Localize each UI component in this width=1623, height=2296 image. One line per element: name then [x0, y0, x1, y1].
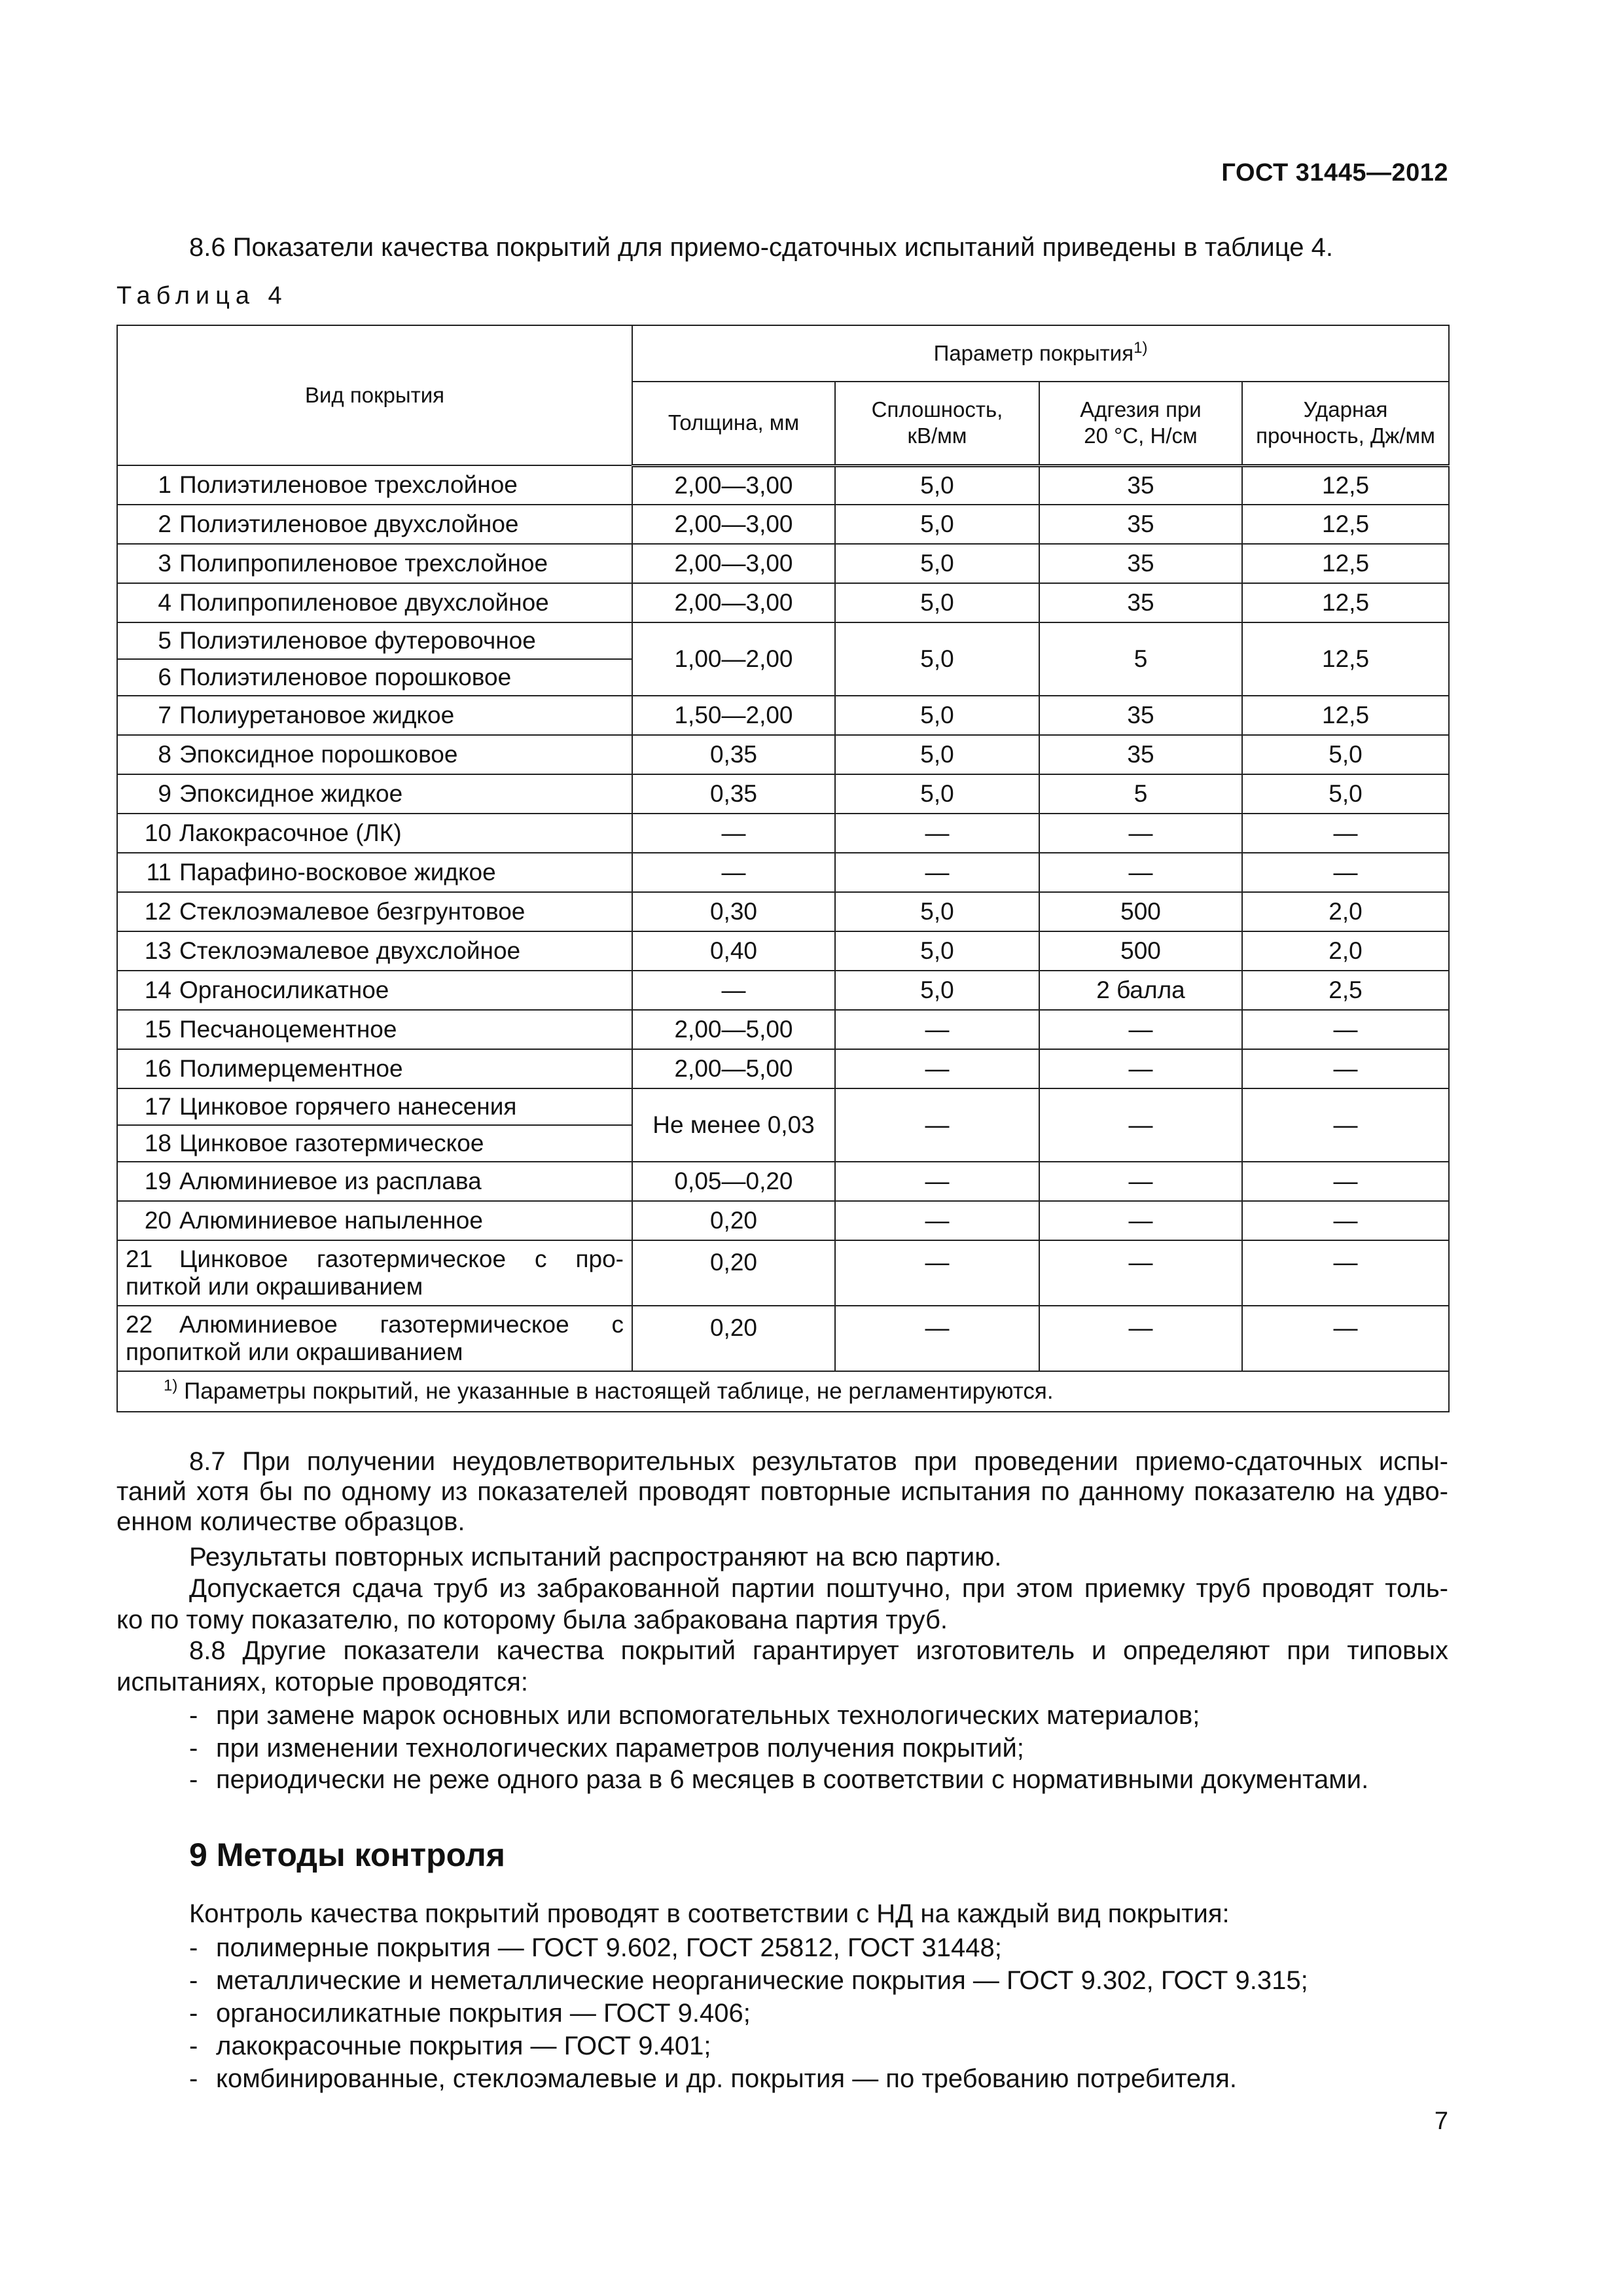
- cell-adhesion: —: [1039, 1306, 1242, 1371]
- cell-adhesion: 35: [1039, 735, 1242, 774]
- cell-continuity: 5,0: [835, 892, 1039, 931]
- row-name: 5 Полиэтиленовое футеровочное: [117, 622, 632, 659]
- cell-impact: 5,0: [1242, 774, 1449, 814]
- row-name: 1 Полиэтиленовое трехслойное: [117, 465, 632, 505]
- cell-impact: —: [1242, 1201, 1449, 1240]
- parameter-group-label: Параметр покрытия: [933, 341, 1134, 365]
- table-row: [117, 774, 1449, 814]
- table-row: [117, 1306, 1449, 1371]
- row-name: 12 Стеклоэмалевое безгрунтовое: [117, 892, 632, 931]
- cell-continuity: 5,0: [835, 696, 1039, 735]
- cell-thickness: 0,35: [632, 774, 835, 814]
- cell-adhesion: 2 балла: [1039, 971, 1242, 1010]
- cell-continuity: —: [835, 1240, 1039, 1306]
- cell-impact: 12,5: [1242, 505, 1449, 544]
- column-header-type: Вид покрытия: [117, 325, 632, 465]
- cell-impact: 12,5: [1242, 622, 1449, 696]
- list-item: - металлические и неметаллические неорганические покрытия — ГОСТ 9.302, ГОСТ 9.315;: [189, 1966, 1308, 1995]
- row-name: 6 Полиэтиленовое порошковое: [117, 659, 632, 696]
- cell-adhesion: —: [1039, 1010, 1242, 1049]
- cell-continuity: —: [835, 1088, 1039, 1162]
- cell-adhesion: 35: [1039, 465, 1242, 505]
- cell-thickness: 0,20: [632, 1306, 835, 1371]
- cell-adhesion: —: [1039, 1240, 1242, 1306]
- table-row: [117, 735, 1449, 774]
- section-title: 9 Методы контроля: [189, 1837, 505, 1873]
- row-name: 17 Цинковое горячего нанесения: [117, 1088, 632, 1125]
- cell-thickness: 0,20: [632, 1201, 835, 1240]
- cell-impact: 2,0: [1242, 931, 1449, 971]
- table-footnote: $^{1)}$ Параметры покрытий, не указанные в настоящей таблице, не регламентируются.: [117, 1371, 1449, 1412]
- list-item: - периодически не реже одного раза в 6 месяцев в соответствии с нормативными документами.: [189, 1765, 1369, 1794]
- footnote-marker: 1): [1133, 339, 1148, 357]
- column-header-thickness: Толщина, мм: [632, 382, 835, 465]
- row-name: 9 Эпоксидное жидкое: [117, 774, 632, 814]
- row-name: 20 Алюминиевое напыленное: [117, 1201, 632, 1240]
- cell-thickness: —: [632, 853, 835, 892]
- cell-thickness: 0,40: [632, 931, 835, 971]
- cell-thickness: 1,50—2,00: [632, 696, 835, 735]
- cell-adhesion: —: [1039, 814, 1242, 853]
- cell-impact: —: [1242, 1162, 1449, 1201]
- table-caption: Таблица 4: [116, 282, 288, 310]
- cell-adhesion: 35: [1039, 583, 1242, 622]
- coating-parameters-table: [116, 325, 1450, 1412]
- cell-impact: —: [1242, 1306, 1449, 1371]
- table-row: [117, 696, 1449, 735]
- cell-adhesion: —: [1039, 1088, 1242, 1162]
- column-group-header-parameters: [632, 325, 1449, 382]
- section-9-intro: Контроль качества покрытий проводят в соответствии с НД на каждый вид покрытия:: [189, 1899, 1230, 1928]
- row-name: 10 Лакокрасочное (ЛК): [117, 814, 632, 853]
- table-row: [117, 1240, 1449, 1306]
- table-row: [117, 931, 1449, 971]
- cell-impact: 2,0: [1242, 892, 1449, 931]
- cell-continuity: 5,0: [835, 774, 1039, 814]
- cell-thickness: 2,00—5,00: [632, 1010, 835, 1049]
- cell-impact: 12,5: [1242, 465, 1449, 505]
- cell-adhesion: 500: [1039, 892, 1242, 931]
- cell-thickness: —: [632, 971, 835, 1010]
- list-item: - комбинированные, стеклоэмалевые и др. покрытия — по требованию потребителя.: [189, 2064, 1237, 2093]
- paragraph-8-7c-line2: ко по тому показателю, по которому была забракована партия труб.: [116, 1605, 948, 1634]
- paragraph-8-8-line1: 8.8 Другие показатели качества покрытий гарантирует изготовитель и определяют при типовых: [189, 1636, 1448, 1665]
- cell-continuity: —: [835, 1162, 1039, 1201]
- row-name: 14 Органосиликатное: [117, 971, 632, 1010]
- cell-continuity: 5,0: [835, 583, 1039, 622]
- cell-adhesion: 5: [1039, 774, 1242, 814]
- cell-continuity: —: [835, 1049, 1039, 1088]
- cell-continuity: 5,0: [835, 735, 1039, 774]
- cell-adhesion: 35: [1039, 544, 1242, 583]
- table-row: [117, 1201, 1449, 1240]
- list-item: - лакокрасочные покрытия — ГОСТ 9.401;: [189, 2032, 711, 2060]
- paragraph-8-7b: Результаты повторных испытаний распространяют на всю партию.: [189, 1543, 1002, 1571]
- cell-impact: —: [1242, 1240, 1449, 1306]
- table-row: [117, 814, 1449, 853]
- paragraph-8-7-line1: 8.7 При получении неудовлетворительных результатов при проведении приемо-сдаточных испы-: [189, 1447, 1448, 1476]
- table-row: [117, 1049, 1449, 1088]
- row-name: 11 Парафино-восковое жидкое: [117, 853, 632, 892]
- cell-thickness: —: [632, 814, 835, 853]
- cell-continuity: 5,0: [835, 622, 1039, 696]
- cell-impact: —: [1242, 1088, 1449, 1162]
- list-item: - при изменении технологических параметров получения покрытий;: [189, 1734, 1024, 1763]
- cell-adhesion: —: [1039, 853, 1242, 892]
- table-row: [117, 1162, 1449, 1201]
- row-name: 8 Эпоксидное порошковое: [117, 735, 632, 774]
- cell-adhesion: —: [1039, 1162, 1242, 1201]
- column-header-adhesion: Адгезия при 20 °С, Н/см: [1039, 382, 1242, 465]
- table-row: [117, 1088, 1449, 1125]
- row-name: 22 Алюминиевое газотермическое с пропиткой или окрашиванием: [117, 1306, 632, 1371]
- cell-thickness: 2,00—5,00: [632, 1049, 835, 1088]
- cell-impact: —: [1242, 853, 1449, 892]
- page-number: 7: [1434, 2108, 1448, 2135]
- cell-thickness: Не менее 0,03: [632, 1088, 835, 1162]
- cell-adhesion: —: [1039, 1201, 1242, 1240]
- table-row: [117, 583, 1449, 622]
- cell-impact: 5,0: [1242, 735, 1449, 774]
- cell-thickness: 2,00—3,00: [632, 544, 835, 583]
- document-header: ГОСТ 31445—2012: [1221, 159, 1448, 187]
- cell-adhesion: 5: [1039, 622, 1242, 696]
- cell-impact: —: [1242, 814, 1449, 853]
- column-header-continuity: Сплошность, кВ/мм: [835, 382, 1039, 465]
- paragraph-8-8-line2: испытаниях, которые проводятся:: [116, 1668, 528, 1696]
- table-row: [117, 853, 1449, 892]
- list-item: - органосиликатные покрытия — ГОСТ 9.406;: [189, 1999, 751, 2028]
- cell-thickness: 1,00—2,00: [632, 622, 835, 696]
- cell-thickness: 2,00—3,00: [632, 465, 835, 505]
- list-item: - полимерные покрытия — ГОСТ 9.602, ГОСТ 25812, ГОСТ 31448;: [189, 1933, 1002, 1962]
- table-footnote-row: [117, 1371, 1449, 1412]
- cell-impact: 2,5: [1242, 971, 1449, 1010]
- list-item: - при замене марок основных или вспомогательных технологических материалов;: [189, 1701, 1200, 1730]
- paragraph-8-7c-line1: Допускается сдача труб из забракованной партии поштучно, при этом приемку труб проводят толь-: [189, 1574, 1448, 1603]
- row-name: 19 Алюминиевое из расплава: [117, 1162, 632, 1201]
- cell-thickness: 0,05—0,20: [632, 1162, 835, 1201]
- cell-continuity: —: [835, 853, 1039, 892]
- table-row: [117, 505, 1449, 544]
- cell-impact: 12,5: [1242, 696, 1449, 735]
- cell-continuity: 5,0: [835, 544, 1039, 583]
- row-name: 2 Полиэтиленовое двухслойное: [117, 505, 632, 544]
- cell-thickness: 0,35: [632, 735, 835, 774]
- cell-continuity: —: [835, 1201, 1039, 1240]
- row-name: 4 Полипропиленовое двухслойное: [117, 583, 632, 622]
- table-row: [117, 622, 1449, 659]
- row-name: 7 Полиуретановое жидкое: [117, 696, 632, 735]
- paragraph-8-7-line2: таний хотя бы по одному из показателей проводят повторные испытания по данному показателю на удво-: [116, 1477, 1448, 1506]
- cell-impact: 12,5: [1242, 544, 1449, 583]
- table-row: [117, 892, 1449, 931]
- cell-adhesion: 35: [1039, 696, 1242, 735]
- table-row: [117, 465, 1449, 505]
- cell-thickness: 2,00—3,00: [632, 583, 835, 622]
- cell-adhesion: 35: [1039, 505, 1242, 544]
- cell-continuity: —: [835, 1306, 1039, 1371]
- table-row: [117, 971, 1449, 1010]
- cell-adhesion: 500: [1039, 931, 1242, 971]
- row-name: 21 Цинковое газотермическое с про- питкой или окрашиванием: [117, 1240, 632, 1306]
- row-name: 18 Цинковое газотермическое: [117, 1125, 632, 1162]
- cell-continuity: —: [835, 1010, 1039, 1049]
- cell-impact: 12,5: [1242, 583, 1449, 622]
- cell-continuity: 5,0: [835, 931, 1039, 971]
- cell-continuity: —: [835, 814, 1039, 853]
- cell-thickness: 0,20: [632, 1240, 835, 1306]
- cell-impact: —: [1242, 1049, 1449, 1088]
- row-name: 16 Полимерцементное: [117, 1049, 632, 1088]
- row-name: 13 Стеклоэмалевое двухслойное: [117, 931, 632, 971]
- cell-impact: —: [1242, 1010, 1449, 1049]
- cell-continuity: 5,0: [835, 505, 1039, 544]
- cell-continuity: 5,0: [835, 971, 1039, 1010]
- cell-continuity: 5,0: [835, 465, 1039, 505]
- row-name: 15 Песчаноцементное: [117, 1010, 632, 1049]
- cell-adhesion: —: [1039, 1049, 1242, 1088]
- intro-paragraph: 8.6 Показатели качества покрытий для приемо-сдаточных испытаний приведены в таблице 4.: [189, 233, 1333, 262]
- cell-thickness: 2,00—3,00: [632, 505, 835, 544]
- paragraph-8-7-line3: енном количестве образцов.: [116, 1507, 465, 1536]
- table-row: [117, 544, 1449, 583]
- cell-thickness: 0,30: [632, 892, 835, 931]
- column-header-impact: Ударная прочность, Дж/мм: [1242, 382, 1449, 465]
- row-name: 3 Полипропиленовое трехслойное: [117, 544, 632, 583]
- table-row: [117, 1010, 1449, 1049]
- footnote-marker: 1): [164, 1376, 178, 1395]
